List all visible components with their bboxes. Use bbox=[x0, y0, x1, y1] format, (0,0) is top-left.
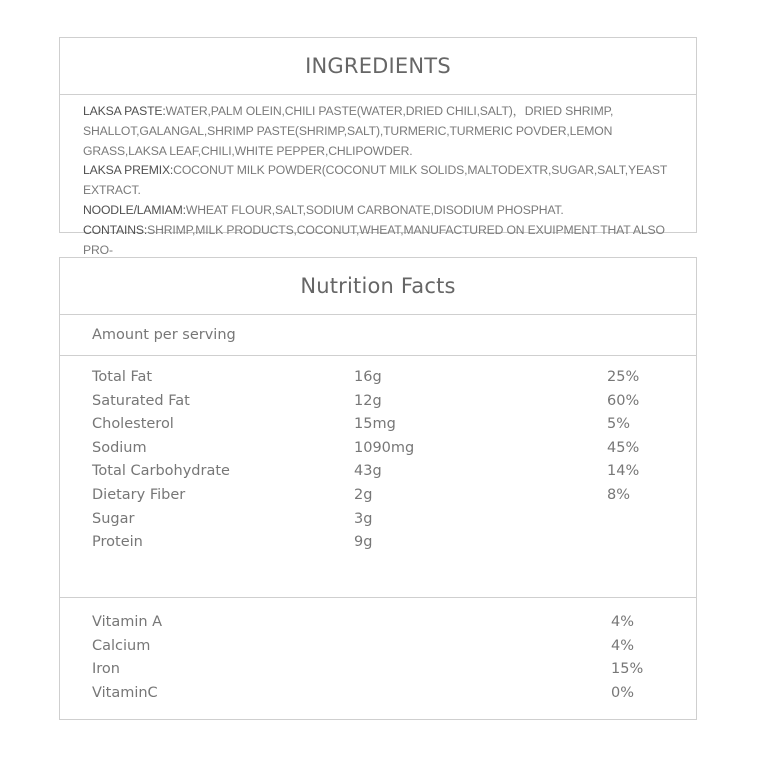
vitamin-daily-value: 15% bbox=[611, 661, 644, 678]
vitamin-daily-value: 4% bbox=[611, 614, 635, 630]
ingredients-paragraph-laksa-paste bbox=[83, 102, 686, 161]
vitamin-row-calcium bbox=[60, 638, 696, 662]
ingredients-text: WHEAT FLOUR,SALT,SODIUM CARBONATE,DISODIUM PHOSPHAT. bbox=[185, 202, 564, 217]
nutrient-row-cholesterol bbox=[60, 416, 696, 440]
nutrient-daily-value: 5% bbox=[607, 416, 631, 433]
nutrient-name: Saturated Fat bbox=[92, 392, 190, 409]
nutrient-daily-value: 8% bbox=[607, 486, 631, 503]
vitamin-row-iron bbox=[60, 661, 696, 685]
nutrient-row-sugar bbox=[60, 511, 696, 535]
ingredients-text: WATER,PALM OLEIN,CHILI PASTE(WATER,DRIED CHILI,SALT)，DRIED SHRIMP, SHALLOT,GALANGAL,SHRIMP PASTE(SHRIMP,SALT),TURMERIC,TURMERIC POVDER,LEMON GRASS,LAKSA LEAF,CHILI,WHITE PEPPER,CHLIPOWDER. bbox=[83, 104, 614, 158]
vitamin-name: Calcium bbox=[92, 637, 151, 654]
ingredients-panel bbox=[59, 37, 697, 257]
nutrient-row-dietary-fiber bbox=[60, 487, 696, 511]
nutrient-daily-value: 14% bbox=[607, 463, 640, 480]
nutrient-amount: 9g bbox=[354, 534, 373, 551]
ingredients-body bbox=[60, 95, 696, 260]
nutrient-name: Dietary Fiber bbox=[92, 486, 186, 503]
nutrient-amount: 3g bbox=[354, 510, 373, 527]
nutrient-daily-value: 45% bbox=[607, 439, 640, 456]
ingredients-paragraph-contains bbox=[83, 221, 686, 261]
nutrient-name: Sugar bbox=[92, 510, 135, 527]
nutrient-amount: 12g bbox=[354, 392, 382, 409]
ingredients-text: COCONUT MILK POWDER(COCONUT MILK SOLIDS,MALTODEXTR,SUGAR,SALT,YEAST EXTRACT. bbox=[83, 163, 667, 198]
nutrition-title: Nutrition Facts bbox=[60, 258, 696, 315]
nutrient-name: Total Fat bbox=[92, 369, 153, 385]
ingredients-paragraph-laksa-premix bbox=[83, 161, 686, 201]
nutrient-daily-value: 60% bbox=[607, 392, 640, 409]
nutrition-facts-panel bbox=[59, 257, 697, 720]
nutrient-row-total-carbohydrate bbox=[60, 463, 696, 487]
vitamin-table bbox=[60, 598, 696, 708]
amount-per-serving: Amount per serving bbox=[60, 315, 696, 356]
nutrient-name: Total Carbohydrate bbox=[92, 463, 230, 480]
nutrient-amount: 2g bbox=[354, 486, 373, 503]
vitamin-name: Iron bbox=[92, 661, 120, 678]
vitamin-daily-value: 0% bbox=[611, 684, 635, 701]
vitamin-daily-value: 4% bbox=[611, 637, 635, 654]
ingredients-text: SHRIMP,MILK PRODUCTS,COCONUT,WHEAT,MANUFACTURED ON EXUIPMENT THAT ALSO PRO- bbox=[83, 222, 665, 257]
nutrient-daily-value: 25% bbox=[607, 369, 640, 385]
nutrient-amount: 16g bbox=[354, 369, 382, 385]
nutrient-name: Sodium bbox=[92, 439, 147, 456]
vitamin-row-vitamin-c bbox=[60, 685, 696, 709]
ingredients-label: CONTAINS: bbox=[83, 222, 148, 237]
vitamin-row-vitamin-a bbox=[60, 614, 696, 638]
ingredients-paragraph-noodle bbox=[83, 201, 686, 221]
vitamin-name: Vitamin A bbox=[92, 614, 163, 630]
nutrient-amount: 1090mg bbox=[354, 439, 415, 456]
ingredients-label: NOODLE/LAMIAM: bbox=[83, 202, 186, 217]
nutrient-name: Protein bbox=[92, 534, 143, 551]
nutrient-amount: 43g bbox=[354, 463, 382, 480]
nutrient-row-protein bbox=[60, 534, 696, 558]
nutrient-table bbox=[60, 356, 696, 598]
nutrient-amount: 15mg bbox=[354, 416, 396, 433]
nutrient-row-sodium bbox=[60, 440, 696, 464]
ingredients-label: LAKSA PREMIX: bbox=[83, 163, 174, 178]
vitamin-name: VitaminC bbox=[92, 684, 158, 701]
nutrient-row-saturated-fat bbox=[60, 393, 696, 417]
nutrient-name: Cholesterol bbox=[92, 416, 174, 433]
ingredients-label: LAKSA PASTE: bbox=[83, 104, 166, 118]
nutrient-row-total-fat bbox=[60, 369, 696, 393]
ingredients-title: INGREDIENTS bbox=[60, 38, 696, 95]
